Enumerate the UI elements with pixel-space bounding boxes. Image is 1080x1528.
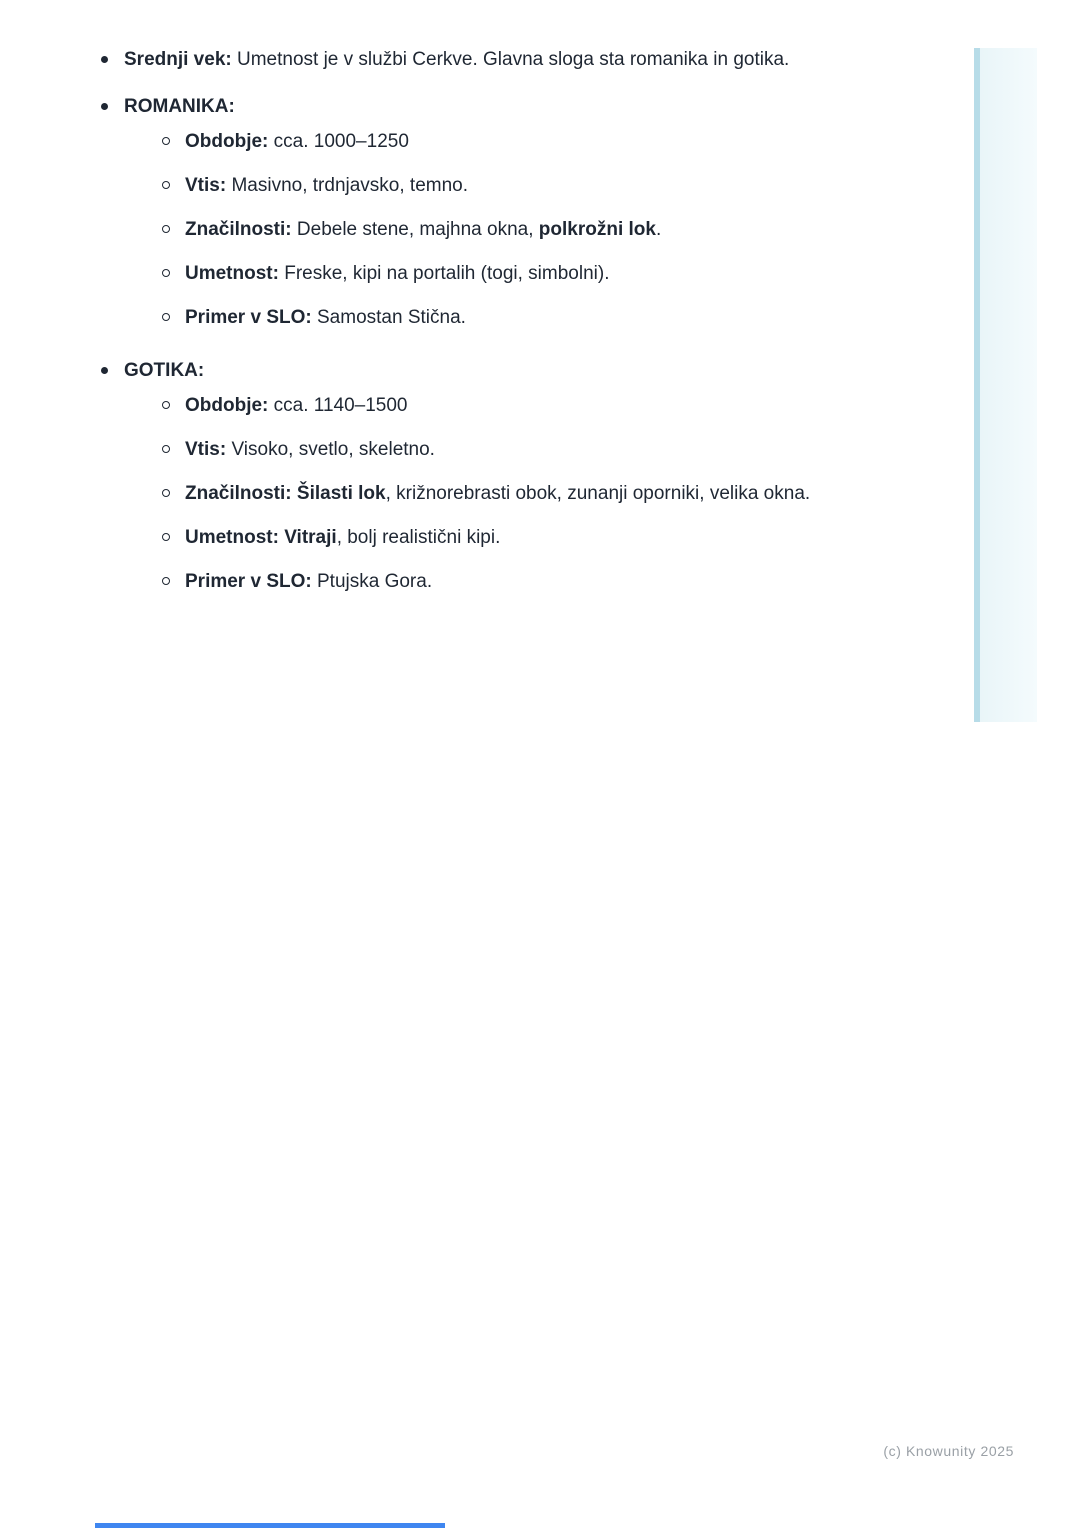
section-title: GOTIKA: (124, 360, 205, 381)
circle-bullet-icon (162, 269, 170, 277)
highlight-side-panel (974, 48, 1037, 722)
circle-bullet-icon (162, 489, 170, 497)
list-item-text: Primer v SLO: Samostan Stična. (185, 307, 466, 328)
list-item-text: Primer v SLO: Ptujska Gora. (185, 571, 433, 592)
list-item-obdobje (157, 126, 836, 157)
bullet-icon (101, 103, 108, 110)
list-item-text: Umetnost: Freske, kipi na portalih (togi, simbolni). (185, 263, 610, 284)
list-item-primer (157, 302, 836, 333)
term-label: Srednji vek: (124, 49, 232, 70)
section-title: ROMANIKA: (124, 96, 235, 117)
notes-body (96, 44, 836, 610)
bullet-icon (101, 367, 108, 374)
list-item-srednji-vek (96, 44, 836, 75)
list-item-znacilnosti (157, 478, 836, 509)
circle-bullet-icon (162, 137, 170, 145)
circle-bullet-icon (162, 533, 170, 541)
list-item-gotika-heading (96, 355, 836, 597)
bullet-icon (101, 56, 108, 63)
circle-bullet-icon (162, 225, 170, 233)
list-item-text: Vtis: Masivno, trdnjavsko, temno. (185, 175, 469, 196)
list-item-romanika-heading (96, 91, 836, 333)
list-item-umetnost (157, 522, 836, 553)
list-item-primer (157, 566, 836, 597)
circle-bullet-icon (162, 313, 170, 321)
gotika-sublist (124, 390, 836, 597)
romanika-sublist (124, 126, 836, 333)
list-item-text: Vtis: Visoko, svetlo, skeletno. (185, 439, 435, 460)
circle-bullet-icon (162, 181, 170, 189)
bottom-accent-bar (95, 1523, 445, 1528)
list-item-umetnost (157, 258, 836, 289)
list-item-text: Značilnosti: Debele stene, majhna okna, polkrožni lok. (185, 219, 662, 240)
list-item-vtis (157, 434, 836, 465)
circle-bullet-icon (162, 577, 170, 585)
circle-bullet-icon (162, 445, 170, 453)
list-item-znacilnosti (157, 214, 836, 245)
list-item-text: Obdobje: cca. 1140–1500 (185, 395, 408, 416)
copyright-notice: (c) Knowunity 2025 (883, 1443, 1014, 1459)
circle-bullet-icon (162, 401, 170, 409)
list-item-vtis (157, 170, 836, 201)
notes-list (96, 44, 836, 597)
list-item-text: Obdobje: cca. 1000–1250 (185, 131, 409, 152)
list-item-text: Umetnost: Vitraji, bolj realistični kipi. (185, 527, 501, 548)
list-item-obdobje (157, 390, 836, 421)
list-item-text (124, 49, 789, 70)
list-item-text: Značilnosti: Šilasti lok, križnorebrasti obok, zunanji oporniki, velika okna. (185, 483, 811, 504)
term-definition: Umetnost je v službi Cerkve. Glavna sloga sta romanika in gotika. (231, 49, 790, 70)
